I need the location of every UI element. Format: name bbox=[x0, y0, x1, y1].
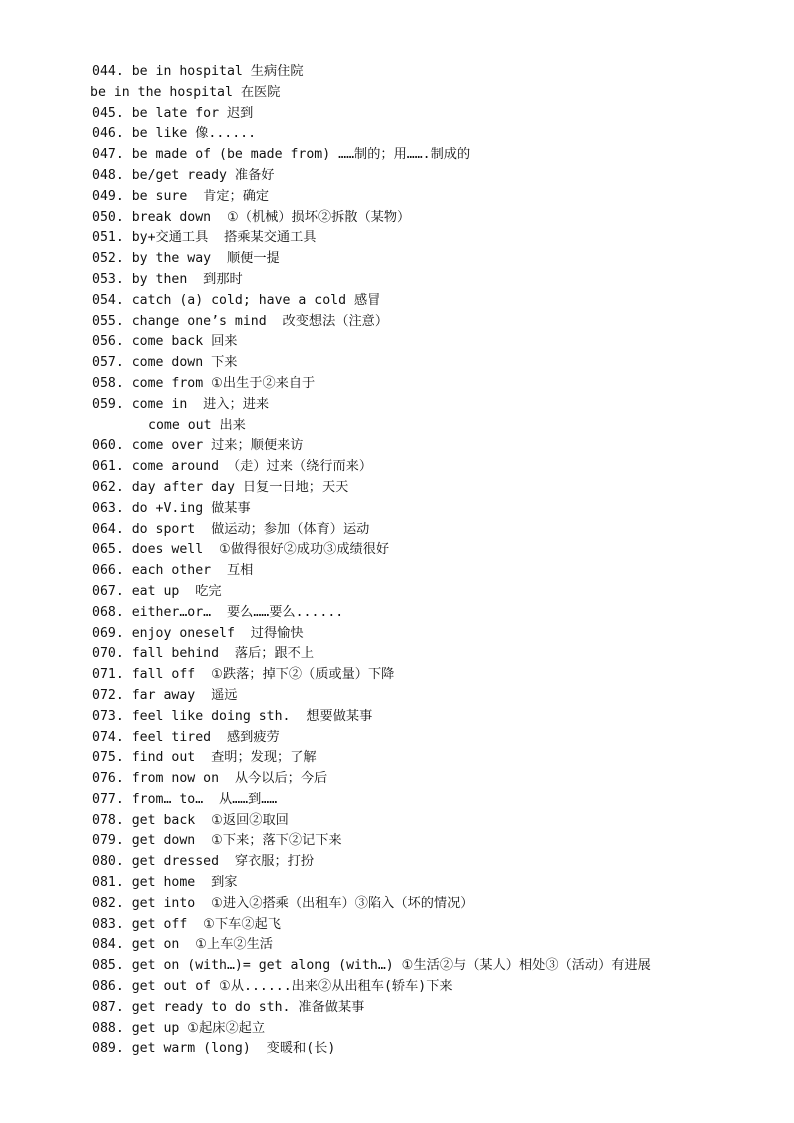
list-item: 070. fall behind 落后；跟不上 bbox=[92, 646, 315, 662]
list-item: 087. get ready to do sth. 准备做某事 bbox=[92, 999, 365, 1015]
list-item: 051. by+交通工具 搭乘某交通工具 bbox=[92, 230, 317, 246]
list-item: 081. get home 到家 bbox=[92, 875, 238, 891]
list-item: 085. get on (with…)= get along (with…) ①生活②与（某人）相处③（活动）有进展 bbox=[92, 958, 651, 974]
list-item: 067. eat up 吃完 bbox=[92, 583, 222, 599]
list-item: 080. get dressed 穿衣服；打扮 bbox=[92, 854, 315, 870]
list-item: 063. do +V.ing 做某事 bbox=[92, 500, 251, 516]
list-item: 066. each other 互相 bbox=[92, 563, 254, 579]
list-item: 077. from… to… 从……到…… bbox=[92, 791, 278, 807]
list-item: 056. come back 回来 bbox=[92, 334, 238, 350]
list-item: 062. day after day 日复一日地；天天 bbox=[92, 479, 349, 495]
list-item: 086. get out of ①从......出来②从出租车(轿车)下来 bbox=[92, 979, 453, 995]
phrase-list bbox=[92, 62, 782, 1060]
list-item: 054. catch (a) cold; have a cold 感冒 bbox=[92, 292, 381, 308]
list-item: be in the hospital 在医院 bbox=[90, 84, 281, 100]
list-item: 050. break down ①（机械）损坏②拆散（某物） bbox=[92, 209, 411, 225]
list-item: 068. either…or… 要么……要么...... bbox=[92, 604, 344, 620]
list-item: 049. be sure 肯定；确定 bbox=[92, 188, 270, 204]
list-item: 058. come from ①出生于②来自于 bbox=[92, 375, 316, 391]
list-item: 053. by then 到那时 bbox=[92, 271, 243, 287]
list-item: 089. get warm (long) 变暖和(长) bbox=[92, 1041, 336, 1057]
list-item: 088. get up ①起床②起立 bbox=[92, 1020, 266, 1036]
list-item: 064. do sport 做运动；参加（体育）运动 bbox=[92, 521, 370, 537]
list-item: 082. get into ①进入②搭乘（出租车）③陷入（坏的情况） bbox=[92, 895, 474, 911]
list-item: 047. be made of (be made from) ……制的；用…….制成的 bbox=[92, 147, 471, 163]
list-item: 055. change one’s mind 改变想法（注意） bbox=[92, 313, 389, 329]
list-item: 052. by the way 顺便一提 bbox=[92, 251, 280, 267]
list-item: 076. from now on 从今以后；今后 bbox=[92, 771, 328, 787]
list-item: 044. be in hospital 生病住院 bbox=[92, 64, 304, 79]
list-item: 048. be/get ready 准备好 bbox=[92, 167, 275, 183]
list-item: 060. come over 过来；顺便来访 bbox=[92, 438, 304, 454]
list-item: 069. enjoy oneself 过得愉快 bbox=[92, 625, 304, 641]
list-item: 045. be late for 迟到 bbox=[92, 105, 254, 121]
list-item: come out 出来 bbox=[148, 417, 246, 433]
list-item: 057. come down 下来 bbox=[92, 355, 238, 371]
list-item: 065. does well ①做得很好②成功③成绩很好 bbox=[92, 542, 390, 558]
list-item: 078. get back ①返回②取回 bbox=[92, 812, 289, 828]
list-item: 079. get down ①下来；落下②记下来 bbox=[92, 833, 342, 849]
list-item: 075. find out 查明；发现；了解 bbox=[92, 750, 317, 766]
list-item: 084. get on ①上车②生活 bbox=[92, 937, 273, 953]
list-item: 059. come in 进入；进来 bbox=[92, 396, 270, 412]
list-item: 073. feel like doing sth. 想要做某事 bbox=[92, 708, 373, 724]
list-item: 074. feel tired 感到疲劳 bbox=[92, 729, 280, 745]
list-item: 072. far away 遥远 bbox=[92, 687, 238, 703]
list-item: 071. fall off ①跌落；掉下②（质或量）下降 bbox=[92, 667, 395, 683]
list-item: 046. be like 像...... bbox=[92, 126, 257, 142]
list-item: 083. get off ①下车②起飞 bbox=[92, 916, 281, 932]
list-item: 061. come around （走）过来（绕行而来） bbox=[92, 459, 373, 475]
